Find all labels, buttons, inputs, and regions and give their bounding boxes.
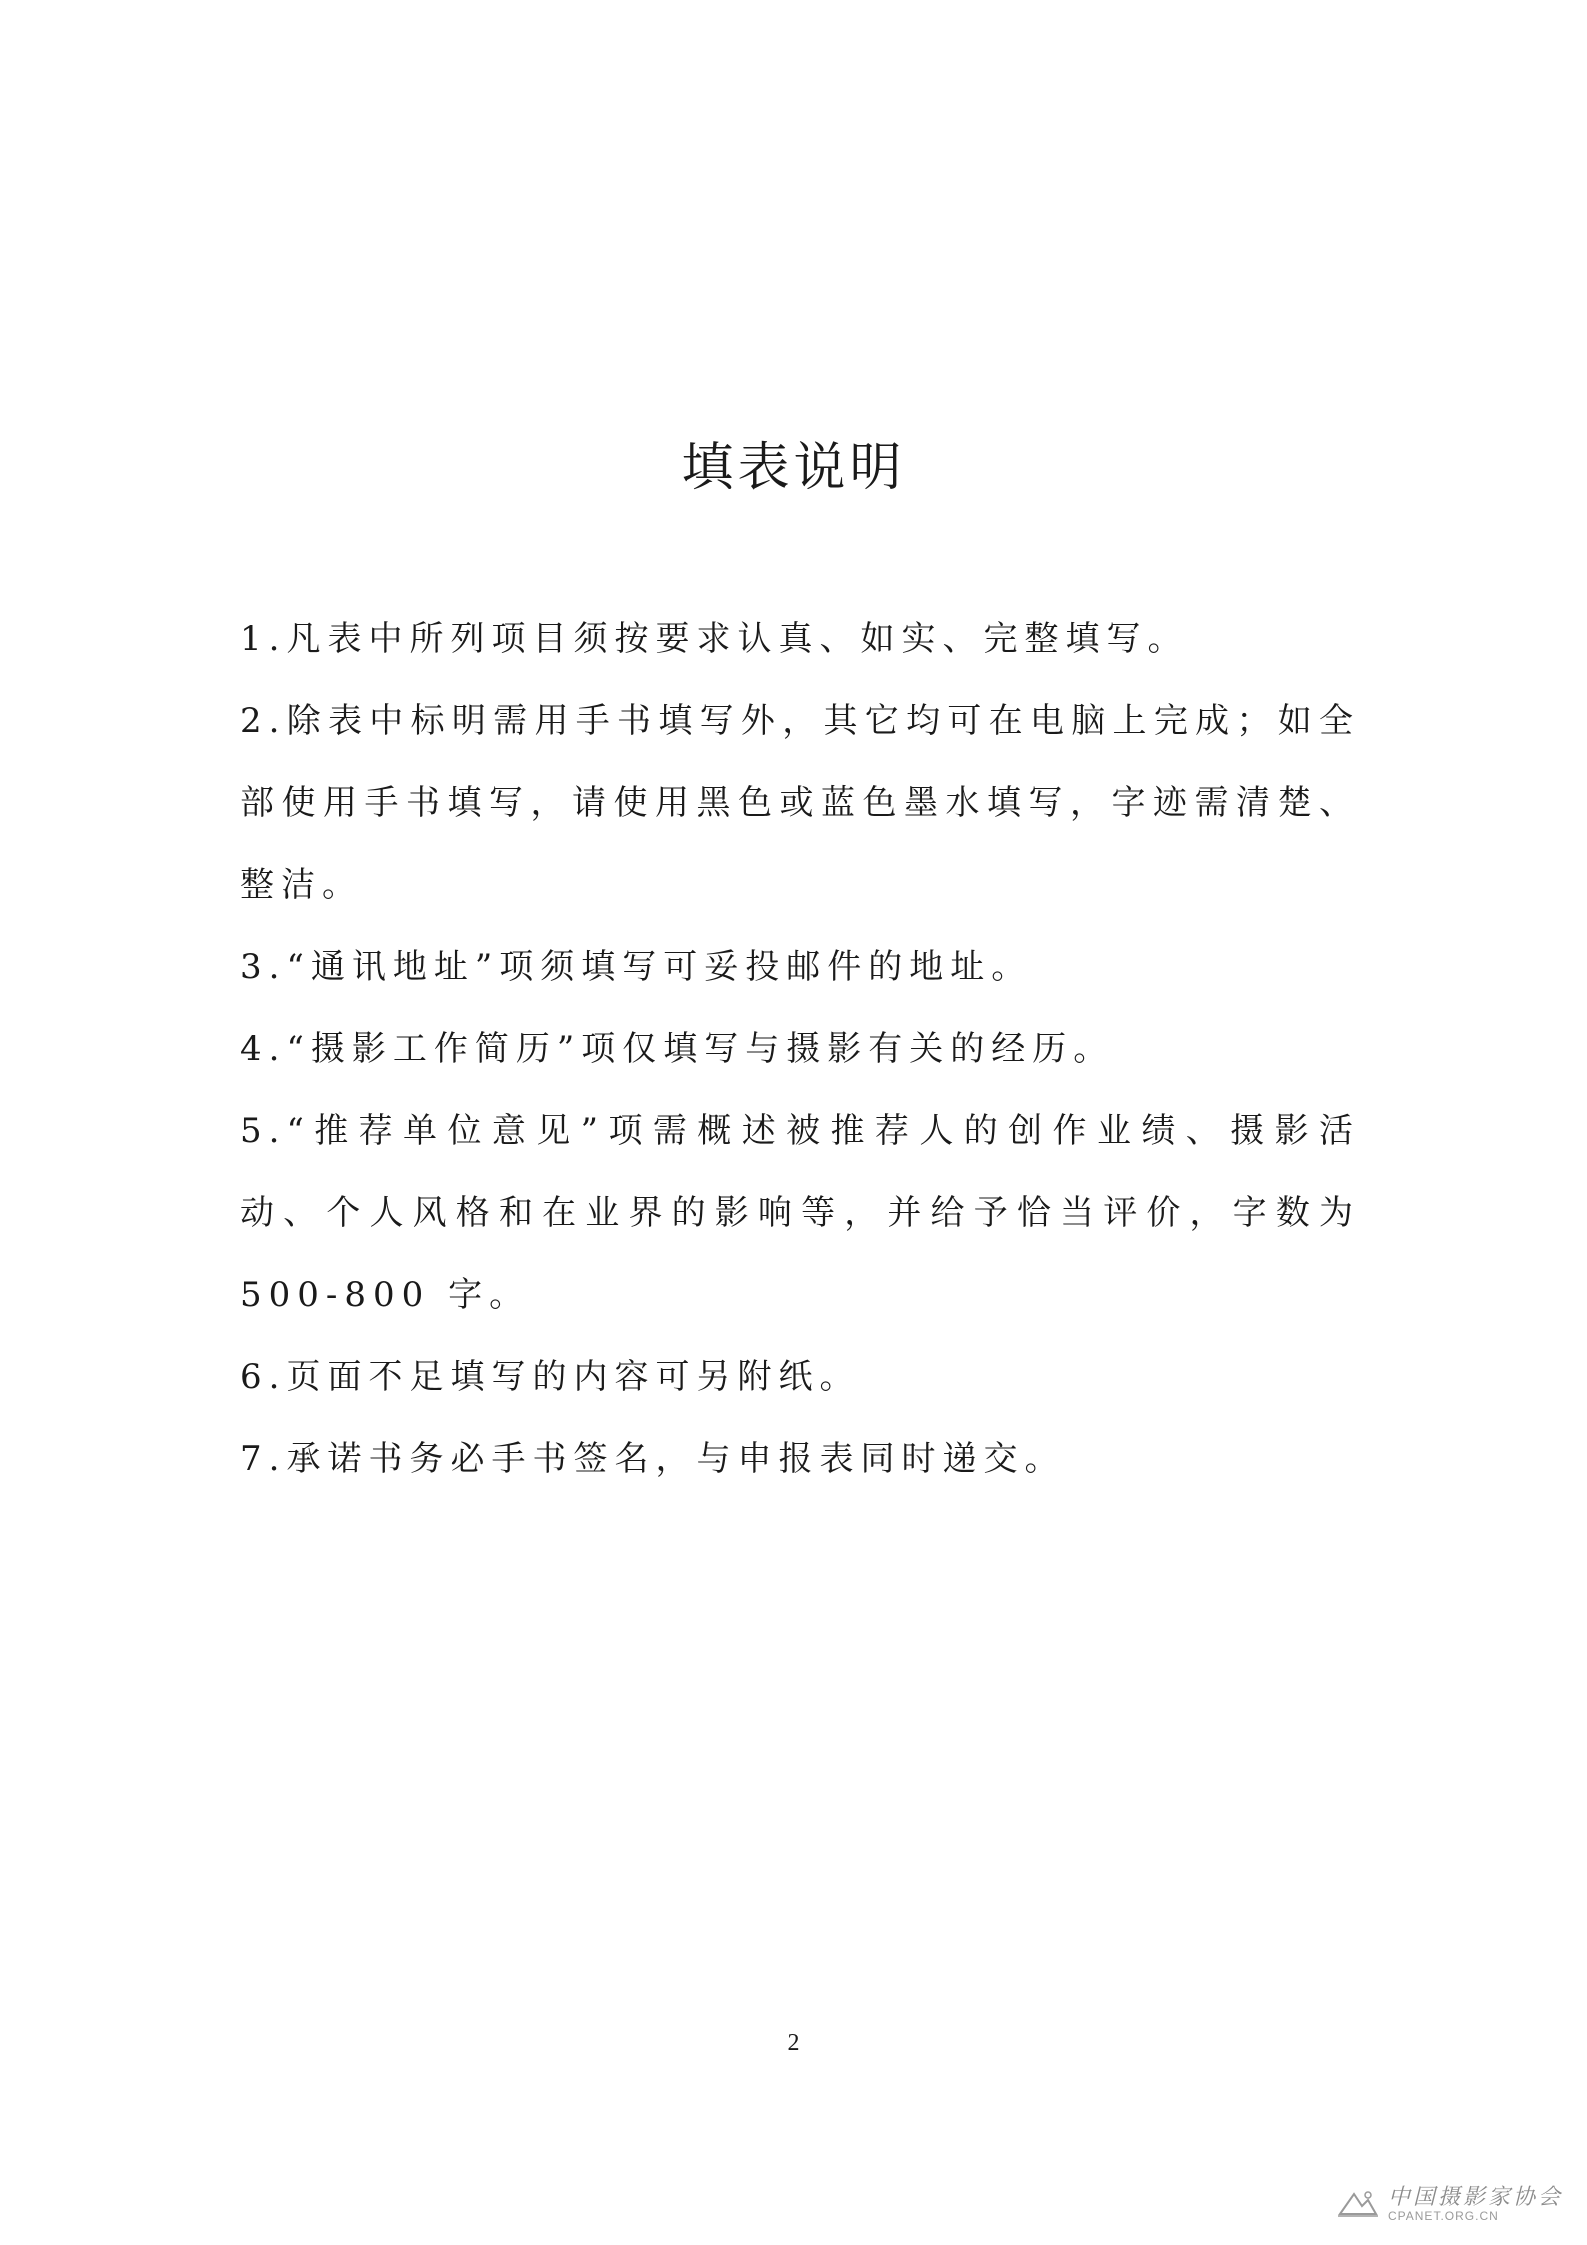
watermark-url: CPANET.ORG.CN — [1387, 2208, 1499, 2223]
page-title: 填表说明 — [681, 438, 906, 498]
instructions-list — [240, 598, 1360, 1500]
instruction-item-4: 4.“摄影工作简历”项仅填写与摄影有关的经历。 — [240, 1029, 1115, 1069]
instruction-item-6: 6.页面不足填写的内容可另附纸。 — [240, 1357, 861, 1397]
cpa-logo-icon — [1336, 2188, 1380, 2220]
instruction-item-5: 5.“推荐单位意见”项需概述被推荐人的创作业绩、摄影活动、个人风格和在业界的影响等，并给予恰当评价，字数为500-800 字。 — [240, 1111, 1360, 1315]
instruction-item-7: 7.承诺书务必手书签名，与申报表同时递交。 — [240, 1439, 1066, 1479]
instruction-item-1: 1.凡表中所列项目须按要求认真、如实、完整填写。 — [240, 619, 1189, 659]
watermark — [1336, 2186, 1563, 2223]
instruction-item-2: 2.除表中标明需用手书填写外，其它均可在电脑上完成；如全部使用手书填写，请使用黑色或蓝色墨水填写，字迹需清楚、整洁。 — [240, 701, 1360, 905]
instruction-item-3: 3.“通讯地址”项须填写可妥投邮件的地址。 — [240, 947, 1033, 987]
page-number: 2 — [787, 2030, 800, 2056]
watermark-name: 中国摄影家协会 — [1387, 2184, 1563, 2210]
